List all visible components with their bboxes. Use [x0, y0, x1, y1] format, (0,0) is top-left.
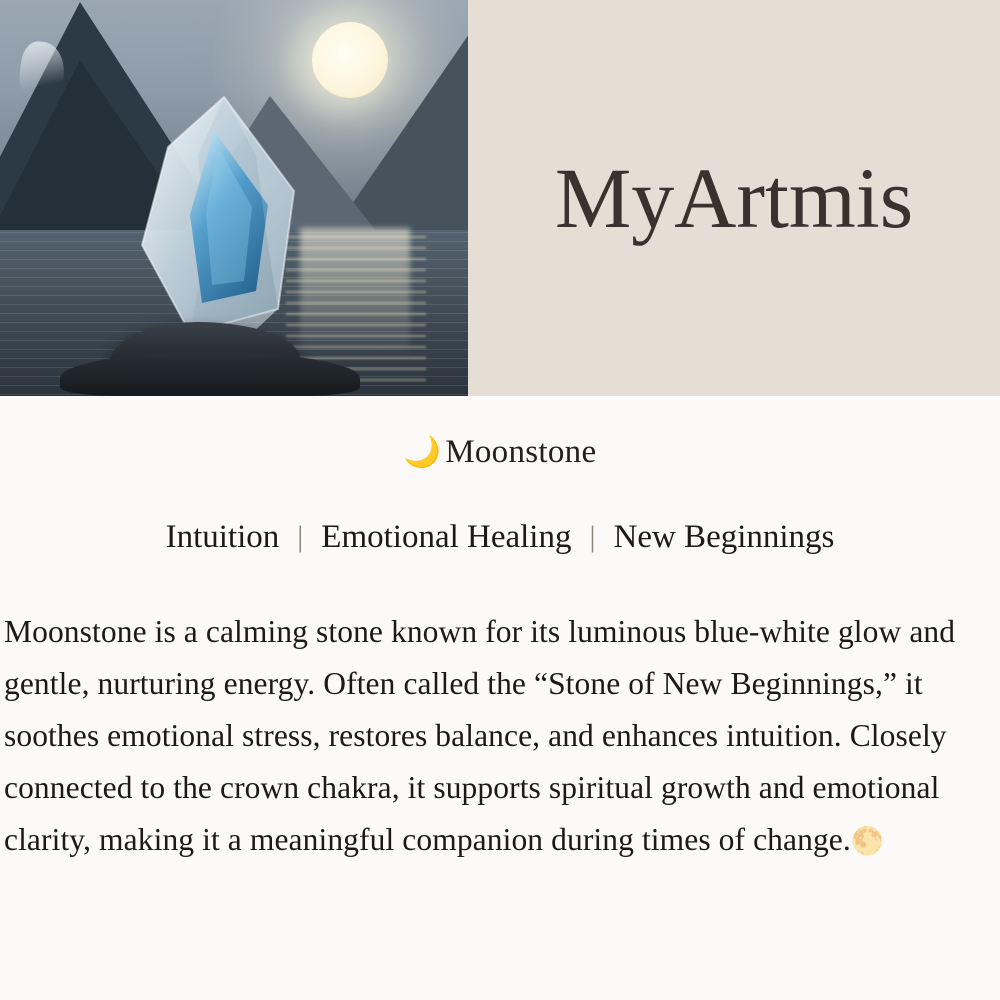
- full-moon-emoji-icon: 🌕: [850, 826, 885, 856]
- content-section: [0, 396, 1000, 1000]
- keyword-new-beginnings: New Beginnings: [613, 519, 835, 555]
- keyword-separator-1: |: [297, 520, 304, 553]
- hero-image: [0, 0, 468, 396]
- crystal-svg: [128, 95, 338, 345]
- crescent-moon-icon: 🌙: [403, 436, 442, 469]
- keyword-intuition: Intuition: [165, 519, 280, 555]
- hero-section: [0, 0, 1000, 396]
- stone-description: [4, 606, 994, 867]
- brand-panel: [468, 0, 1000, 396]
- stone-name: Moonstone: [445, 434, 597, 470]
- moonstone-crystal: [128, 95, 338, 355]
- stone-name-row: [0, 434, 1000, 471]
- keyword-emotional-healing: Emotional Healing: [321, 519, 572, 555]
- stone-description-text: Moonstone is a calming stone known for its luminous blue-white glow and gentle, nurturing energy. Often called the “Stone of New Beginnings,” it soothes emotional stress, restores balance, and enhances intuition. Closely connected to the crown chakra, it supports spiritual growth and emotional clarity, making it a meaningful companion during times of change.: [4, 614, 956, 857]
- shoreline-rocks: [60, 352, 360, 396]
- stone-keywords: [0, 519, 1000, 556]
- brand-title: MyArtmis: [554, 150, 914, 246]
- keyword-separator-2: |: [589, 520, 596, 553]
